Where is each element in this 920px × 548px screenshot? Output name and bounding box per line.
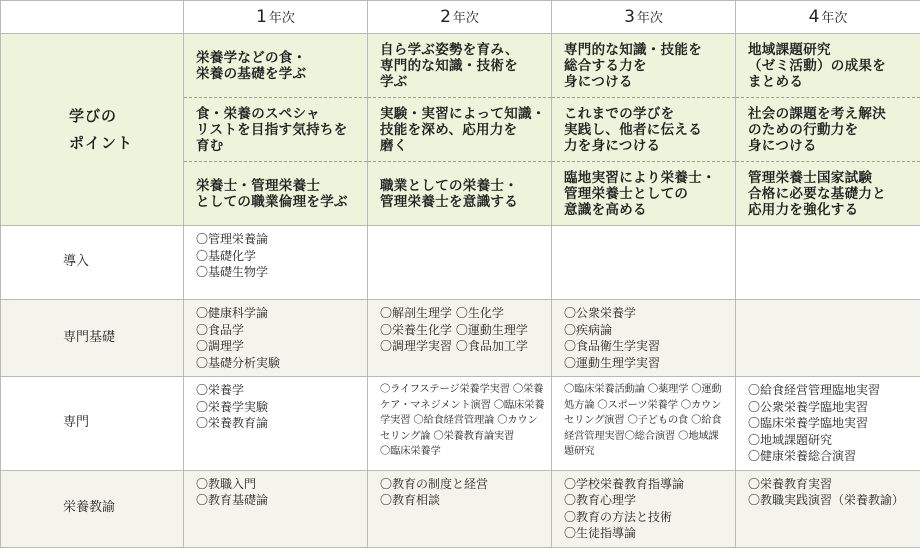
cell-line: 〇基礎生物学: [196, 264, 357, 281]
cell-line: 〇栄養教育論: [196, 415, 357, 432]
cell-line: 〇栄養生化学 〇運動生理学: [380, 322, 541, 339]
year-4-header: 4 年次: [736, 1, 920, 34]
cell-line: 〇教育の方法と技術: [564, 509, 725, 526]
learning-point: [736, 162, 920, 226]
cell-line: 〇管理栄養論: [196, 231, 357, 248]
course-row-intro: [1, 226, 920, 300]
cell-line: 処方論 〇スポーツ栄養学 〇カウン: [564, 398, 727, 414]
cell-line: 〇教育相談: [380, 492, 541, 509]
cell-line: 応用力を強化する: [748, 202, 908, 218]
learning-point: [368, 98, 552, 162]
cell-line: これまでの学びを: [564, 106, 723, 122]
learning-point: [736, 98, 920, 162]
cell-line: 合格に必要な基礎力と: [748, 186, 908, 202]
cell-line: 臨地実習により栄養士・: [564, 170, 723, 186]
cell-line: 経営管理実習〇総合演習 〇地域課: [564, 429, 727, 445]
cell-line: のための行動力を: [748, 122, 908, 138]
cell-line: 総合する力を: [564, 58, 723, 74]
learning-point: [736, 34, 920, 98]
cell-line: 題研究: [564, 444, 727, 460]
cell-line: 〇臨床栄養学臨地実習: [748, 415, 910, 432]
course-list: [736, 377, 920, 471]
learning-points-label: 学びの ポイント: [1, 34, 184, 226]
year-2-header: 2 年次: [368, 1, 552, 34]
course-list: [368, 300, 552, 377]
course-list: [552, 470, 736, 547]
cell-line: 栄養士・管理栄養士: [196, 178, 355, 194]
cell-line: 〇教育心理学: [564, 492, 725, 509]
course-list: [736, 226, 920, 300]
cell-line: （ゼミ活動）の成果を: [748, 58, 908, 74]
course-list: [368, 226, 552, 300]
course-list: [184, 377, 368, 471]
cell-line: 地域課題研究: [748, 42, 908, 58]
cell-line: 管理栄養士を意識する: [380, 194, 539, 210]
cell-line: 〇栄養学実験: [196, 399, 357, 416]
cell-line: 学実習 〇給食経営管理論 〇カウン: [380, 413, 543, 429]
cell-line: 自ら学ぶ姿勢を育み、: [380, 42, 539, 58]
cell-line: 〇運動生理学実習: [564, 355, 725, 372]
cell-line: 〇健康栄養総合演習: [748, 448, 910, 465]
cell-line: 意識を高める: [564, 202, 723, 218]
course-list: [184, 226, 368, 300]
cell-line: 栄養学などの食・: [196, 50, 355, 66]
cell-line: 専門的な知識・技能を: [564, 42, 723, 58]
cell-line: 食・栄養のスペシャ: [196, 106, 355, 122]
cell-line: 〇調理学実習 〇食品加工学: [380, 338, 541, 355]
cell-line: 〇栄養学: [196, 382, 357, 399]
cell-line: 〇ライフステージ栄養学実習 〇栄養: [380, 382, 543, 398]
course-row-nutrition-teacher: [1, 470, 920, 547]
cell-line: 技能を深め、応用力を: [380, 122, 539, 138]
course-list: [368, 470, 552, 547]
cell-line: 管理栄養士国家試験: [748, 170, 908, 186]
row-label-specialized: 専門: [1, 377, 184, 471]
cell-line: まとめる: [748, 74, 908, 90]
year-1-header: 1 年次: [184, 1, 368, 34]
cell-line: 磨く: [380, 138, 539, 154]
course-row-specialized: [1, 377, 920, 471]
cell-line: 力を身につける: [564, 138, 723, 154]
cell-line: リストを目指す気持ちを: [196, 122, 355, 138]
course-list: [736, 470, 920, 547]
header-corner: [1, 1, 184, 34]
course-list: [368, 377, 552, 471]
cell-line: 〇教職入門: [196, 476, 357, 493]
learning-point: [184, 98, 368, 162]
year-header-row: [1, 1, 920, 34]
cell-line: 〇臨床栄養活動論 〇薬理学 〇運動: [564, 382, 727, 398]
course-list: [552, 377, 736, 471]
cell-line: 〇給食経営管理臨地実習: [748, 382, 910, 399]
row-label-intro: 導入: [1, 226, 184, 300]
cell-line: 〇学校栄養教育指導論: [564, 476, 725, 493]
row-label-nutrition-teacher: 栄養教諭: [1, 470, 184, 547]
cell-line: 〇食品衛生学実習: [564, 338, 725, 355]
cell-line: 〇調理学: [196, 338, 357, 355]
row-label-basic: 専門基礎: [1, 300, 184, 377]
cell-line: セリング論 〇栄養教育論実習: [380, 429, 543, 445]
learning-point: [552, 34, 736, 98]
cell-line: 〇食品学: [196, 322, 357, 339]
cell-line: 〇基礎化学: [196, 248, 357, 265]
course-list: [736, 300, 920, 377]
course-list: [552, 300, 736, 377]
cell-line: 〇教育基礎論: [196, 492, 357, 509]
cell-line: ケア・マネジメント演習 〇臨床栄養: [380, 398, 543, 414]
learning-point: [552, 98, 736, 162]
cell-line: 実験・実習によって知識・: [380, 106, 539, 122]
course-list: [184, 300, 368, 377]
cell-line: 〇臨床栄養学: [380, 444, 543, 460]
learning-point: [184, 162, 368, 226]
cell-line: 〇疾病論: [564, 322, 725, 339]
course-row-basic: [1, 300, 920, 377]
cell-line: 〇教職実践演習（栄養教諭）: [748, 492, 910, 509]
learning-point: [184, 34, 368, 98]
cell-line: 〇教育の制度と経営: [380, 476, 541, 493]
cell-line: 〇地域課題研究: [748, 432, 910, 449]
learning-point: [368, 34, 552, 98]
cell-line: 〇公衆栄養学臨地実習: [748, 399, 910, 416]
cell-line: 〇解剖生理学 〇生化学: [380, 305, 541, 322]
cell-line: 実践し、他者に伝える: [564, 122, 723, 138]
cell-line: 〇生徒指導論: [564, 525, 725, 542]
year-3-header: 3 年次: [552, 1, 736, 34]
learning-point: [368, 162, 552, 226]
cell-line: 身につける: [748, 138, 908, 154]
cell-line: 職業としての栄養士・: [380, 178, 539, 194]
cell-line: 社会の課題を考え解決: [748, 106, 908, 122]
cell-line: としての職業倫理を学ぶ: [196, 194, 355, 210]
learning-point-row: [1, 34, 920, 98]
cell-line: 育む: [196, 138, 355, 154]
cell-line: セリング演習 〇子どもの食 〇給食: [564, 413, 727, 429]
cell-line: 〇公衆栄養学: [564, 305, 725, 322]
course-list: [184, 470, 368, 547]
cell-line: 学ぶ: [380, 74, 539, 90]
cell-line: 〇健康科学論: [196, 305, 357, 322]
cell-line: 栄養の基礎を学ぶ: [196, 66, 355, 82]
cell-line: 身につける: [564, 74, 723, 90]
cell-line: 専門的な知識・技術を: [380, 58, 539, 74]
cell-line: 〇栄養教育実習: [748, 476, 910, 493]
course-list: [552, 226, 736, 300]
cell-line: 〇基礎分析実験: [196, 355, 357, 372]
cell-line: 管理栄養士としての: [564, 186, 723, 202]
learning-point: [552, 162, 736, 226]
